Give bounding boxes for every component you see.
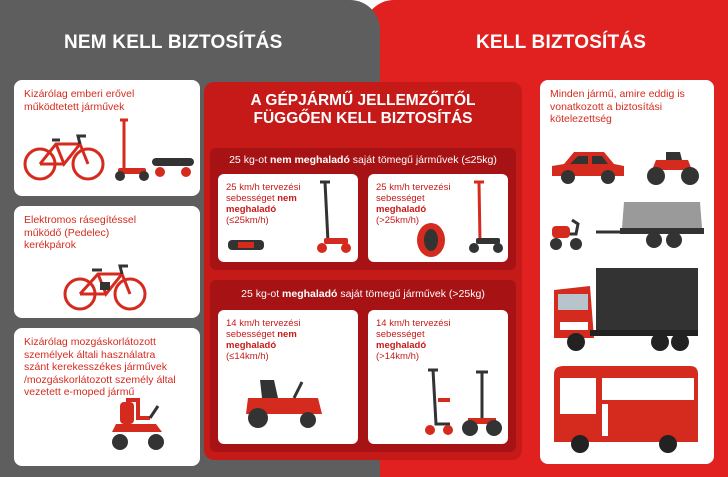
card-pedelec bbox=[14, 206, 200, 318]
kick-e-scooter-icon bbox=[464, 180, 504, 256]
left-header: NEM KELL BIZTOSÍTÁS bbox=[64, 32, 283, 53]
card-human-powered bbox=[14, 80, 200, 196]
box-over-14kmh bbox=[368, 310, 508, 444]
center-title-line2: FÜGGŐEN KELL BIZTOSÍTÁS bbox=[253, 110, 473, 127]
card-mobility bbox=[14, 328, 200, 466]
bicycle-icon bbox=[22, 132, 106, 182]
mobility-scooter-icon bbox=[106, 396, 170, 454]
card-human-powered-text: Kizárólag emberi erővel működtetett járművek bbox=[24, 88, 135, 113]
section-over-25kg-header: 25 kg-ot meghaladó saját tömegű járművek (>25kg) bbox=[241, 288, 485, 300]
center-panel bbox=[204, 82, 522, 460]
box-under-14kmh bbox=[218, 310, 358, 444]
card-pedelec-text: Elektromos rásegítéssel működő (Pedelec) kerékpárok bbox=[24, 214, 137, 251]
card-all-vehicles bbox=[540, 80, 714, 464]
section-under-25kg bbox=[210, 148, 516, 270]
e-scooter-icon bbox=[312, 180, 352, 256]
center-title-line1: A GÉPJÁRMŰ JELLEMZŐITŐL bbox=[250, 92, 476, 109]
seated-scooter-icon bbox=[424, 368, 454, 438]
box-over-25kmh bbox=[368, 174, 508, 262]
box-under-25kmh-text: 25 km/h tervezési sebességet nem meghaladó (≤25km/h) bbox=[226, 182, 301, 226]
kick-scooter-icon bbox=[110, 118, 150, 182]
hoverboard-icon bbox=[226, 236, 266, 254]
box-over-14kmh-text: 14 km/h tervezési sebességet meghaladó (>14km/h) bbox=[376, 318, 451, 362]
riding-mower-icon bbox=[238, 374, 328, 432]
section-over-25kg bbox=[210, 280, 516, 452]
trailer-icon bbox=[594, 198, 706, 252]
monowheel-icon bbox=[414, 220, 448, 258]
moped-icon bbox=[548, 216, 584, 252]
box-under-14kmh-text: 14 km/h tervezési sebességet nem meghaladó (≤14km/h) bbox=[226, 318, 301, 362]
car-icon bbox=[548, 146, 628, 186]
box-over-25kmh-text: 25 km/h tervezési sebességet meghaladó (>25km/h) bbox=[376, 182, 451, 226]
card-all-vehicles-text: Minden jármű, amire eddig is vonatkozott a biztosítási kötelezettség bbox=[550, 88, 685, 125]
center-title bbox=[204, 92, 522, 128]
skateboard-icon bbox=[150, 152, 196, 180]
section-under-25kg-header: 25 kg-ot nem meghaladó saját tömegű járművek (≤25kg) bbox=[229, 154, 497, 166]
quad-icon bbox=[644, 146, 702, 186]
box-under-25kmh bbox=[218, 174, 358, 262]
right-header: KELL BIZTOSÍTÁS bbox=[476, 32, 647, 53]
bus-icon bbox=[550, 364, 700, 458]
segway-icon bbox=[462, 370, 502, 438]
e-bike-icon bbox=[62, 262, 148, 312]
truck-icon bbox=[550, 266, 700, 354]
card-mobility-text: Kizárólag mozgáskorlátozott személyek általi használatra szánt kerekesszékes járművek /mozgáskorlátozott személy által vezetett e-moped jármű bbox=[24, 336, 176, 398]
